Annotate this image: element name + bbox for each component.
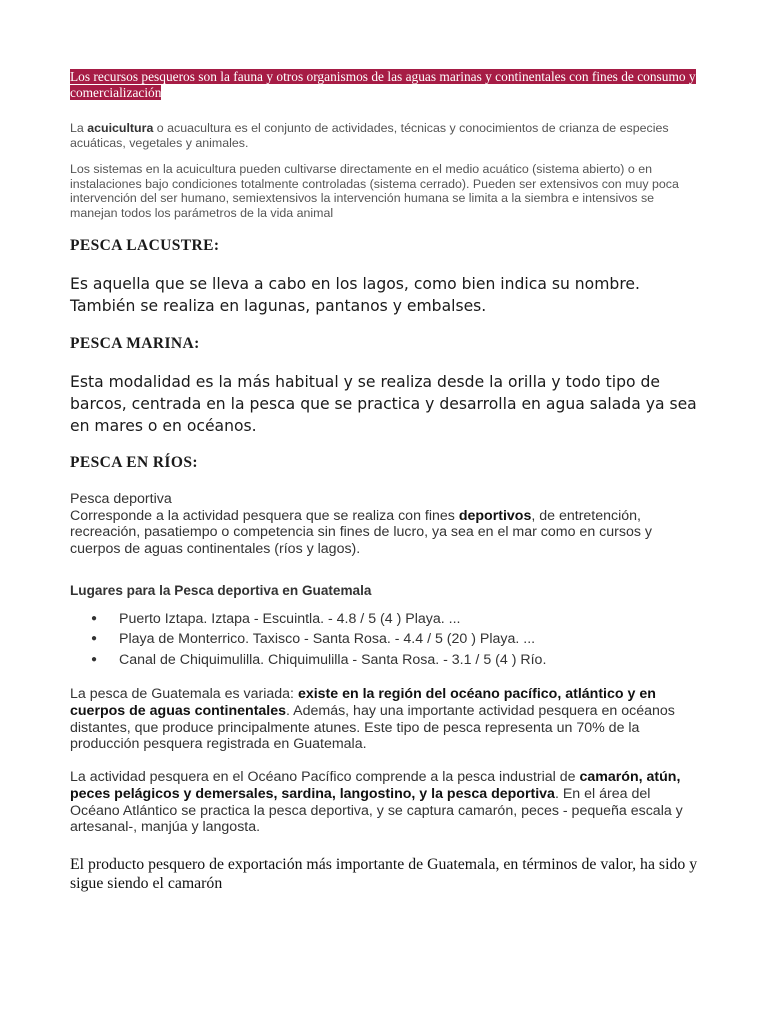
guatemala-paragraph	[70, 686, 698, 753]
marina-paragraph: Esta modalidad es la más habitual y se realiza desde la orilla y todo tipo de barcos, centrada en la pesca que se practica y desarrolla en agua salada ya sea en mares o en océanos.	[70, 373, 697, 435]
bullet-icon: ●	[91, 653, 98, 665]
list-item-text: Canal de Chiquimulilla. Chiquimulilla - Santa Rosa. - 3.1 / 5 (4 ) Río.	[119, 651, 547, 668]
deportiva-paragraph	[70, 491, 698, 558]
list-item	[70, 650, 698, 671]
list-item-text: Puerto Iztapa. Iztapa - Escuintla. - 4.8 / 5 (4 ) Playa. ...	[119, 610, 461, 627]
deportiva-term: deportivos	[458, 507, 532, 524]
heading-pesca-rios: PESCA EN RÍOS:	[70, 454, 198, 471]
deportiva-title: Pesca deportiva	[70, 491, 172, 507]
deportiva-pre: Corresponde a la actividad pesquera que se realiza con fines	[70, 507, 459, 524]
pacifico-paragraph	[70, 769, 698, 836]
final-paragraph: El producto pesquero de exportación más importante de Guatemala, en términos de valor, ha sido y sigue siendo el camarón	[70, 855, 698, 892]
list-item-text: Playa de Monterrico. Taxisco - Santa Rosa. - 4.4 / 5 (20 ) Playa. ...	[119, 631, 536, 648]
pacifico-bold: camarón, atún, peces pelágicos y demersales, sardina, langostino, y la pesca deportiva	[70, 769, 681, 802]
guatemala-post: . Además, hay una importante actividad pesquera en océanos distantes, que produce principalmente atunes. Este tipo de pesca representa un 70% de la producción pesquera registrada en Guatemala.	[70, 703, 675, 753]
guatemala-pre: La pesca de Guatemala es variada:	[70, 686, 298, 703]
bullet-icon: ●	[91, 633, 98, 645]
list-item	[70, 609, 698, 630]
list-item	[70, 629, 698, 650]
highlighted-intro	[70, 69, 698, 101]
acuicultura-paragraph	[70, 121, 698, 150]
acuicultura-post: o acuacultura es el conjunto de actividades, técnicas y conocimientos de crianza de especies acuáticas, vegetales y animales.	[70, 121, 669, 150]
guatemala-bold: existe en la región del océano pacífico, atlántico y en cuerpos de aguas continentales	[70, 686, 656, 720]
acuicultura-term: acuicultura	[87, 121, 154, 135]
pacifico-post: . En el área del Océano Atlántico se practica la pesca deportiva, y se captura camarón, peces - pequeña escala y artesanal-, manjúa y langosta.	[70, 785, 683, 836]
lacustre-paragraph: Es aquella que se lleva a cabo en los lagos, como bien indica su nombre. También se realiza en lagunas, pantanos y embalses.	[70, 275, 640, 315]
lugares-list	[70, 609, 698, 671]
lugares-heading: Lugares para la Pesca deportiva en Guatemala	[70, 582, 372, 598]
acuicultura-pre: La	[70, 121, 88, 135]
heading-pesca-lacustre: PESCA LACUSTRE:	[70, 237, 220, 254]
bullet-icon: ●	[91, 612, 98, 624]
deportiva-post: , de entretención, recreación, pasatiempo o competencia sin fines de lucro, ya sea en el mar como en cursos y cuerpos de aguas continentales (ríos y lagos).	[70, 507, 652, 558]
heading-pesca-marina: PESCA MARINA:	[70, 335, 200, 352]
highlighted-intro-text: Los recursos pesqueros son la fauna y otros organismos de las aguas marinas y continentales con fines de consumo y comercialización	[70, 69, 696, 100]
sistemas-paragraph: Los sistemas en la acuicultura pueden cultivarse directamente en el medio acuático (sistema abierto) o en instalaciones bajo condiciones totalmente controladas (sistema cerrado). Pueden ser extensivos con muy poca intervención del ser humano, semiextensivos la intervención humana se limita a la siembra e intensivos se manejan todos los parámetros de la vida animal	[70, 162, 679, 220]
pacifico-pre: La actividad pesquera en el Océano Pacífico comprende a la pesca industrial de	[70, 769, 580, 786]
